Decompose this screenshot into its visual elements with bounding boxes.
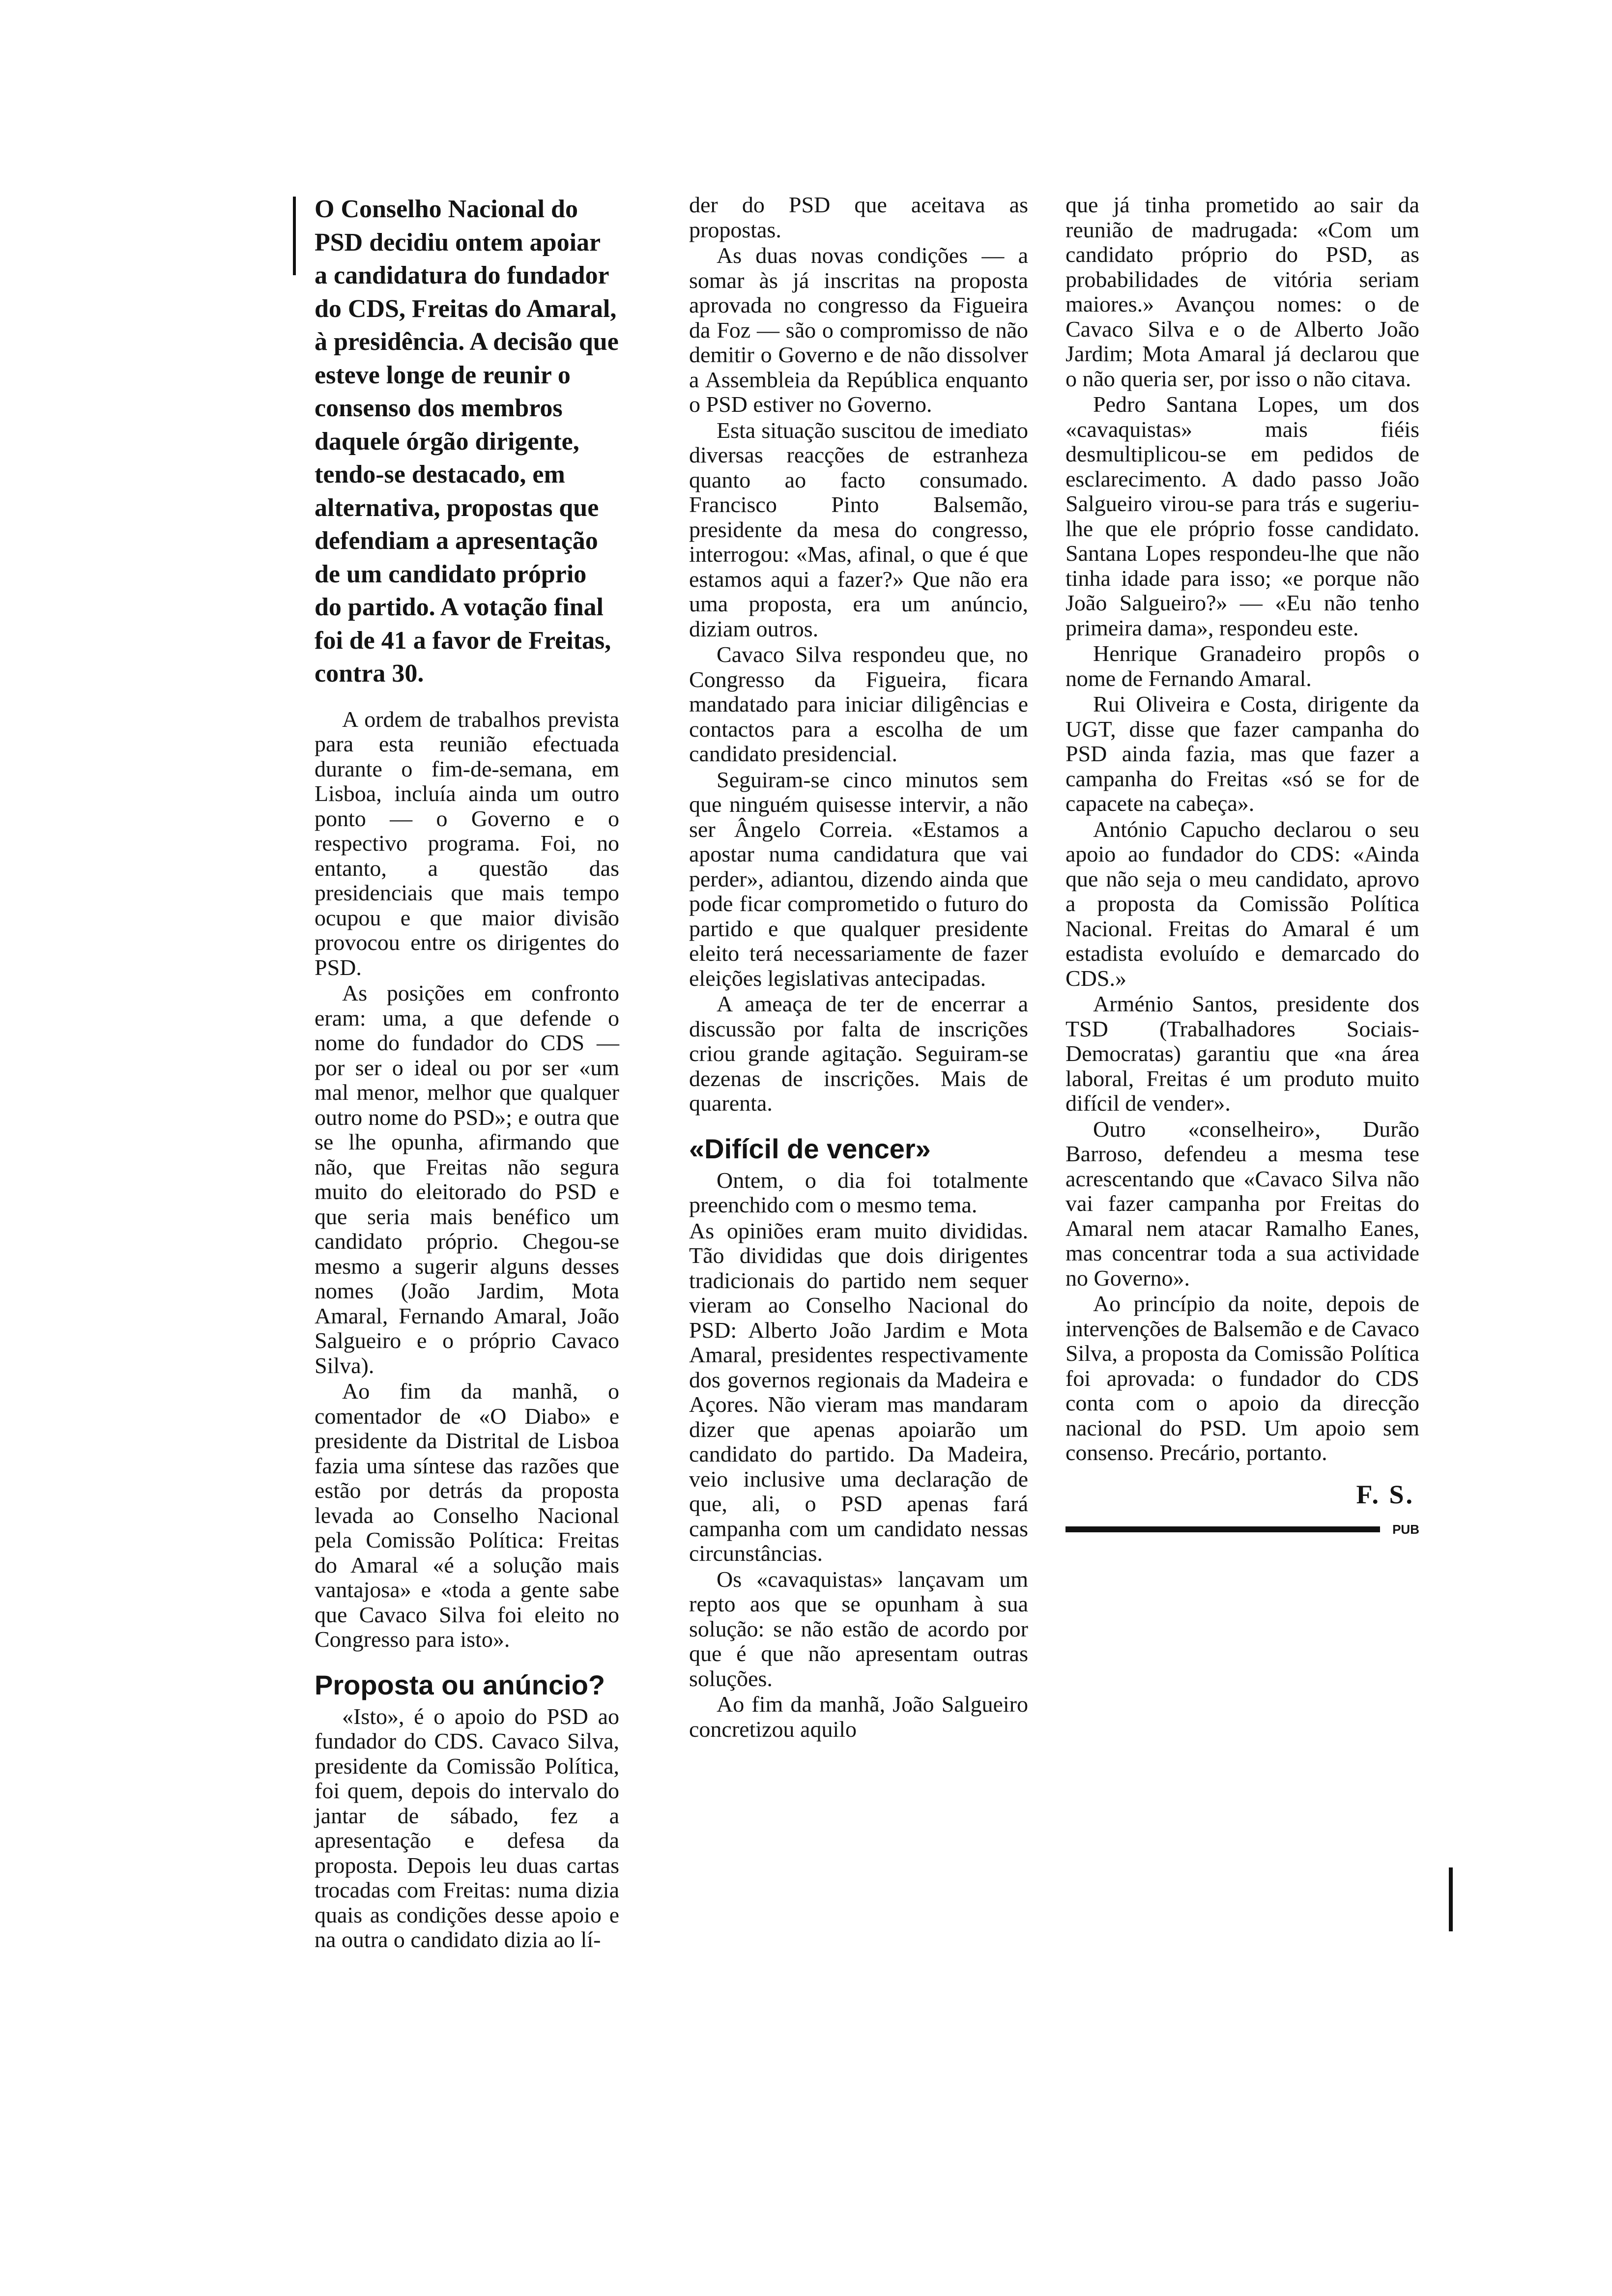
paragraph: As posições em confronto eram: uma, a que defende o nome do fundador do CDS — por ser o ideal ou por ser «um mal menor, melhor que qualquer outro nome do PSD»; e outra que se lhe opunha, afirmando que não, que Freitas não segura muito do eleitorado do PSD e que seria mais benéfico um candidato próprio. Chegou-se mesmo a sugerir alguns desses nomes (João Jardim, Mota Amaral, Fernando Amaral, João Salgueiro e o próprio Cavaco Silva). (315, 980, 619, 1378)
paragraph: der do PSD que aceitava as propostas. (689, 192, 1028, 242)
article-lead (315, 193, 619, 690)
paragraph: A ameaça de ter de encerrar a discussão por falta de inscrições criou grande agitação. Seguiram-se dezenas de inscrições. Mais de quarenta. (689, 991, 1028, 1116)
column-1 (315, 193, 619, 1952)
subheading: Proposta ou anúncio? (315, 1669, 605, 1700)
paragraph: Arménio Santos, presidente dos TSD (Trabalhadores Sociais-Democratas) garantiu que «na área laboral, Freitas é um produto muito difícil de vender». (1065, 991, 1419, 1116)
paragraph: Cavaco Silva respondeu que, no Congresso da Figueira, ficara mandatado para iniciar diligências e contactos para a escolha de um candidato presidencial. (689, 642, 1028, 766)
column-3 (1065, 193, 1419, 1539)
column-2 (689, 193, 1028, 1742)
paragraph: que já tinha prometido ao sair da reunião de madrugada: «Com um candidato próprio do PSD, as probabilidades de vitória seriam maiores.» Avançou nomes: o de Cavaco Silva e o de Alberto João Jardim; Mota Amaral já declarou que o não queria ser, por isso o não citava. (1065, 192, 1419, 391)
paragraph: Os «cavaquistas» lançavam um repto aos que se opunham à sua solução: se não estão de acordo por que é que não apresentam outras soluções. (689, 1566, 1028, 1691)
paragraph: Pedro Santana Lopes, um dos «cavaquistas» mais fiéis desmultiplicou-se em pedidos de esclarecimento. A dado passo João Salgueiro virou-se para trás e sugeriu-lhe que ele próprio fosse candidato. Santana Lopes respondeu-lhe que não tinha idade para isso; «e porque não João Salgueiro?» — «Eu não tenho primeira dama», respondeu este. (1065, 392, 1419, 640)
paragraph: Ao fim da manhã, João Salgueiro concretizou aquilo (689, 1692, 1028, 1742)
paragraph: A ordem de trabalhos prevista para esta reunião efectuada durante o fim-de-semana, em Lisboa, incluía ainda um outro ponto — o Governo e o respectivo programa. Foi, no entanto, a questão das presidenciais que mais tempo ocupou e que maior divisão provocou entre os dirigentes do PSD. (315, 706, 619, 980)
paragraph: Esta situação suscitou de imediato diversas reacções de estranheza quanto ao facto consumado. Francisco Pinto Balsemão, presidente da mesa do congresso, interrogou: «Mas, afinal, o que é que estamos aqui a fazer?» Que não era uma proposta, era um anúncio, diziam outros. (689, 417, 1028, 641)
margin-rule (1449, 1867, 1453, 1931)
pub-bar (1065, 1526, 1380, 1532)
pub-label: PUB (1392, 1521, 1419, 1537)
lead-text: O Conselho Nacional do PSD decidiu ontem apoiar a candidatura do fundador do CDS, Freitas do Amaral, à presidência. A decisão que esteve longe de reunir o consenso dos membros daquele órgão dirigente, tendo-se destacado, em alternativa, propostas que defendiam a apresentação de um candidato próprio do partido. A votação final foi de 41 a favor de Freitas, contra 30. (315, 195, 619, 688)
paragraph: As duas novas condições — a somar às já inscritas na proposta aprovada no congresso da Figueira da Foz — são o compromisso de não demitir o Governo e de não dissolver a Assembleia da República enquanto o PSD estiver no Governo. (689, 243, 1028, 417)
paragraph: Ontem, o dia foi totalmente preenchido com o mesmo tema. (689, 1167, 1028, 1217)
paragraph: Seguiram-se cinco minutos sem que ninguém quisesse intervir, a não ser Ângelo Correia. «Estamos a apostar numa candidatura que vai perder», adiantou, dizendo ainda que pode ficar comprometido o futuro do partido e que qualquer presidente eleito terá necessariamente de fazer eleições legislativas antecipadas. (689, 767, 1028, 991)
paragraph: «Isto», é o apoio do PSD ao fundador do CDS. Cavaco Silva, presidente da Comissão Política, foi quem, depois do intervalo do jantar de sábado, fez a apresentação e defesa da proposta. Depois leu duas cartas trocadas com Freitas: numa dizia quais as condições desse apoio e na outra o candidato dizia ao lí- (315, 1703, 619, 1952)
paragraph: Ao fim da manhã, o comentador de «O Diabo» e presidente da Distrital de Lisboa fazia uma síntese das razões que estão por detrás da proposta levada ao Conselho Nacional pela Comissão Política: Freitas do Amaral «é a solução mais vantajosa» e «toda a gente sabe que Cavaco Silva foi eleito no Congresso para isto». (315, 1378, 619, 1652)
paragraph: António Capucho declarou o seu apoio ao fundador do CDS: «Ainda que não seja o meu candidato, aprovo a proposta da Comissão Política Nacional. Freitas do Amaral é um estadista evoluído e demarcado do CDS.» (1065, 816, 1419, 991)
paragraph: Outro «conselheiro», Durão Barroso, defendeu a mesma tese acrescentando que «Cavaco Silva não vai fazer campanha por Freitas do Amaral nem atacar Ramalho Eanes, mas concentrar toda a sua actividade no Governo». (1065, 1116, 1419, 1291)
paragraph: Ao princípio da noite, depois de intervenções de Balsemão e de Cavaco Silva, a proposta da Comissão Política foi aprovada: o fundador do CDS conta com o apoio da direcção nacional do PSD. Um apoio sem consenso. Precário, portanto. (1065, 1291, 1419, 1465)
subheading: «Difícil de vencer» (689, 1133, 931, 1164)
paragraph: Henrique Granadeiro propôs o nome de Fernando Amaral. (1065, 641, 1419, 691)
paragraph: Rui Oliveira e Costa, dirigente da UGT, disse que fazer campanha do PSD ainda fazia, mas que fazer a campanha do Freitas «só se for de capacete na cabeça». (1065, 691, 1419, 816)
author-signature: F. S. (1356, 1479, 1414, 1509)
pub-divider (1065, 1520, 1419, 1539)
paragraph: As opiniões eram muito divididas. Tão divididas que dois dirigentes tradicionais do partido nem sequer vieram ao Conselho Nacional do PSD: Alberto João Jardim e Mota Amaral, presidentes respectivamente dos governos regionais da Madeira e Açores. Não vieram mas mandaram dizer que apenas apoiarão um candidato do partido. Da Madeira, veio inclusive uma declaração de que, ali, o PSD apenas fará campanha com um candidato nessas circunstâncias. (689, 1218, 1028, 1566)
lead-rule (293, 197, 296, 275)
